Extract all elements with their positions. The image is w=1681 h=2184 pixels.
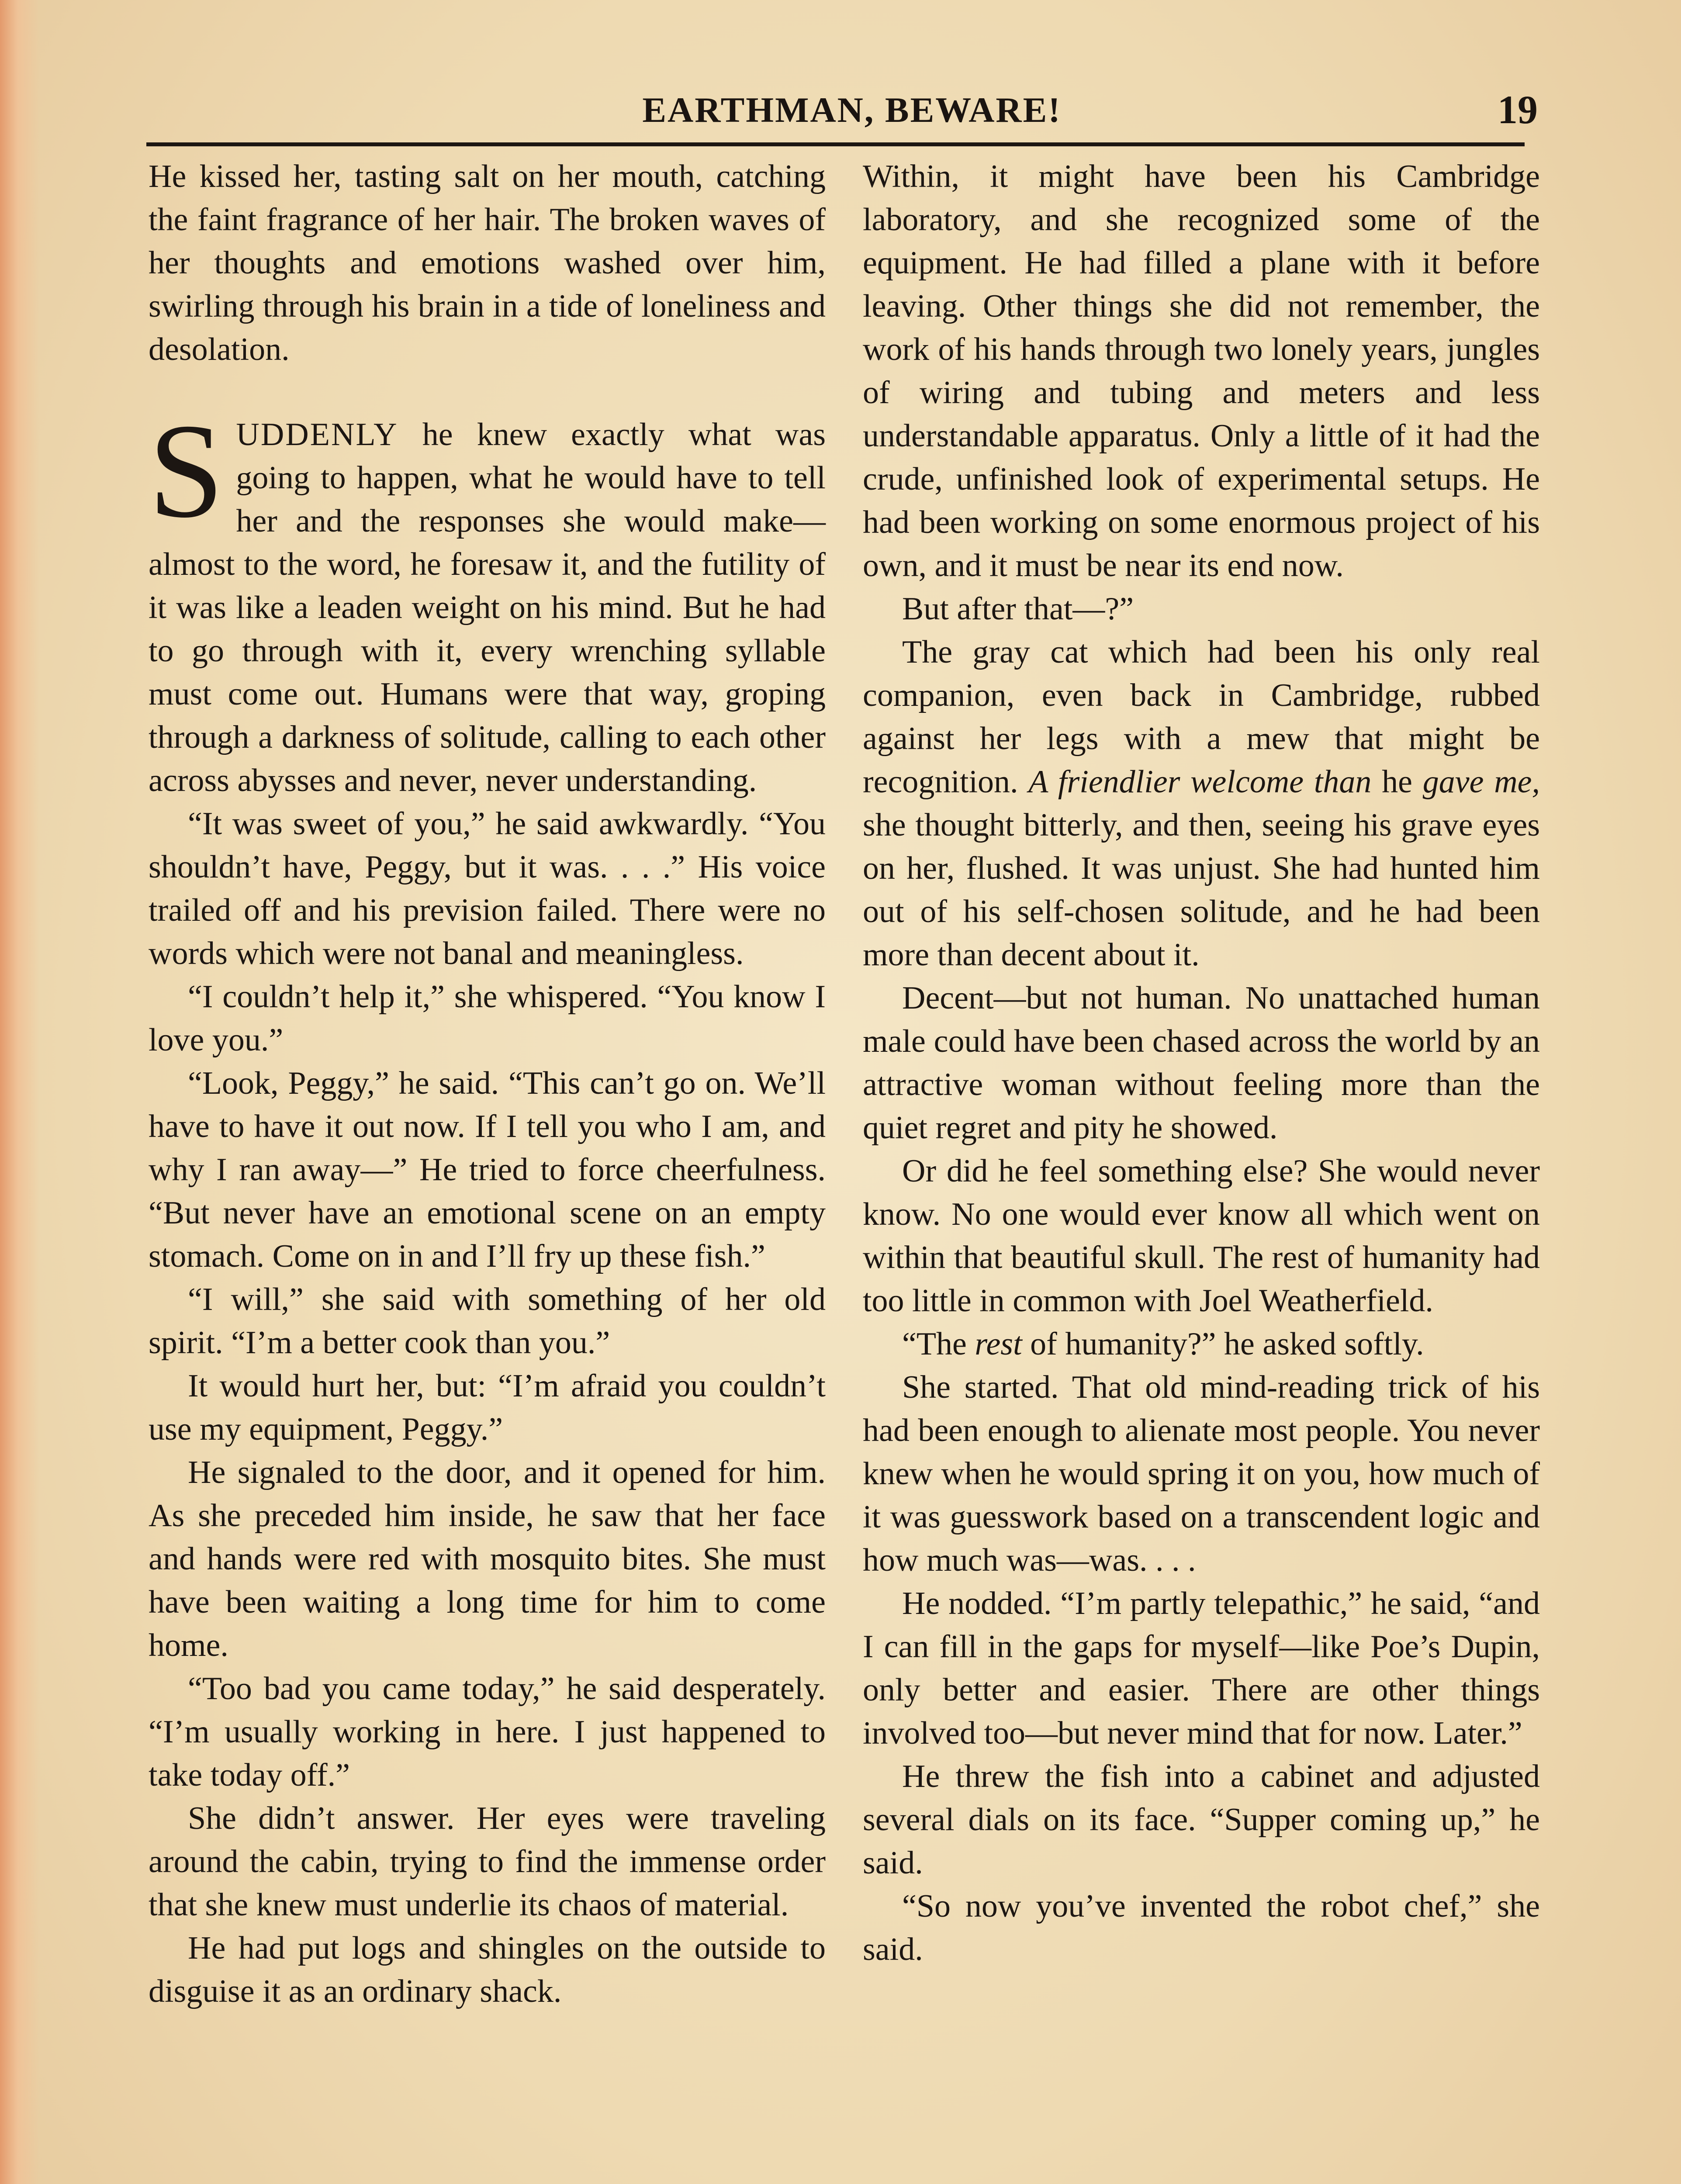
paragraph: It would hurt her, but: “I’m afraid you couldn’t use my equipment, Peggy.” <box>149 1368 826 1447</box>
paragraph-text: he knew exactly what was going to happen, what he would have to tell her and the responses she would make—almost to the word, he foresaw it, and the futility of it was like a leaden weight on his mind. But he had to go through with it, every wrenching syllable must come out. Humans were that way, groping through a darkness of solitude, calling to each other across abysses and never, never understanding. <box>149 417 826 798</box>
paragraph: Or did he feel something else? She would never know. No one would ever know all which went on within that beautiful skull. The rest of humanity had too little in common with Joel Weatherfield. <box>863 1153 1540 1319</box>
paragraph: Within, it might have been his Cambridge laboratory, and she recognized some of the equipment. He had filled a plane with it before leaving. Other things she did not remember, the work of his hands through two lonely years, jungles of wiring and tubing and meters and less understandable apparatus. Only a little of it had the crude, unfinished look of experimental setups. He had been working on some enormous project of his own, and it must be near its end now. <box>863 159 1540 584</box>
paragraph: “I will,” she said with something of her old spirit. “I’m a better cook than you.” <box>149 1282 826 1361</box>
paragraph: He threw the fish into a cabinet and adjusted several dials on its face. “Supper coming up,” he said. <box>863 1759 1540 1881</box>
paragraph-text: “The <box>902 1326 975 1362</box>
paragraph: “I couldn’t help it,” she whispered. “You know I love you.” <box>149 979 826 1058</box>
header-rule <box>146 142 1525 146</box>
right-column <box>863 155 1540 1971</box>
paragraph-text: of humanity?” he asked softly. <box>1022 1326 1424 1362</box>
running-title: EARTHMAN, BEWARE! <box>642 90 1062 130</box>
paragraph <box>863 1323 1540 1366</box>
drop-cap-paragraph <box>149 396 826 802</box>
paragraph: He had put logs and shingles on the outside to disguise it as an ordinary shack. <box>149 1930 826 2009</box>
italic-emphasis: rest <box>975 1326 1022 1362</box>
paragraph: “Look, Peggy,” he said. “This can’t go on. We’ll have to have it out now. If I tell you who I am, and why I ran away—” He tried to force cheerfulness. “But never have an emotional scene on an empty stomach. Come on in and I’ll fry up these fish.” <box>149 1065 826 1274</box>
paragraph: Decent—but not human. No unattached human male could have been chased across the world by an attractive woman without feeling more than the quiet regret and pity he showed. <box>863 980 1540 1146</box>
paragraph-text: he <box>1371 764 1423 800</box>
left-column <box>149 155 826 2013</box>
page-number: 19 <box>1498 87 1538 132</box>
paragraph <box>863 631 1540 977</box>
page-edge-shading <box>0 0 39 2184</box>
paragraph-text: she thought bitterly, and then, seeing his grave eyes on her, flushed. It was unjust. She had hunted him out of his self-chosen solitude, and he had been more than decent about it. <box>863 807 1540 973</box>
small-caps-opening: UDDENLY <box>236 417 398 453</box>
paragraph: “It was sweet of you,” he said awkwardly. “You shouldn’t have, Peggy, but it was. . . .” His voice trailed off and his prevision failed. There were no words which were not banal and meaningless. <box>149 806 826 971</box>
italic-thought: gave me, <box>1422 764 1540 800</box>
paragraph: “So now you’ve invented the robot chef,” she said. <box>863 1888 1540 1967</box>
paragraph: She didn’t answer. Her eyes were traveling around the cabin, trying to find the immense order that she knew must underlie its chaos of material. <box>149 1800 826 1923</box>
paragraph: He signaled to the door, and it opened for him. As she preceded him inside, he saw that her face and hands were red with mosquito bites. She must have been waiting a long time for him to come home. <box>149 1455 826 1663</box>
paragraph: He nodded. “I’m partly telepathic,” he said, “and I can fill in the gaps for myself—like Poe’s Dupin, only better and easier. There are other things involved too—but never mind that for now. Later.” <box>863 1586 1540 1751</box>
paragraph: She started. That old mind-reading trick of his had been enough to alienate most people. You never knew when he would spring it on you, how much of it was guesswork based on a transcendent logic and how much was—was. . . . <box>863 1369 1540 1578</box>
paragraph: But after that—?” <box>902 591 1134 627</box>
paragraph: “Too bad you came today,” he said desperately. “I’m usually working in here. I just happened to take today off.” <box>149 1671 826 1793</box>
italic-thought: A friendlier welcome than <box>1028 764 1372 800</box>
drop-cap: S <box>149 396 224 546</box>
paragraph: He kissed her, tasting salt on her mouth, catching the faint fragrance of her hair. The broken waves of her thoughts and emotions washed over him, swirling through his brain in a tide of loneliness and desolation. <box>149 159 826 367</box>
paragraph-text: The gray cat which had been his only real companion, even back in Cambridge, rubbed against her legs with a mew that might be recognition. <box>863 634 1540 800</box>
